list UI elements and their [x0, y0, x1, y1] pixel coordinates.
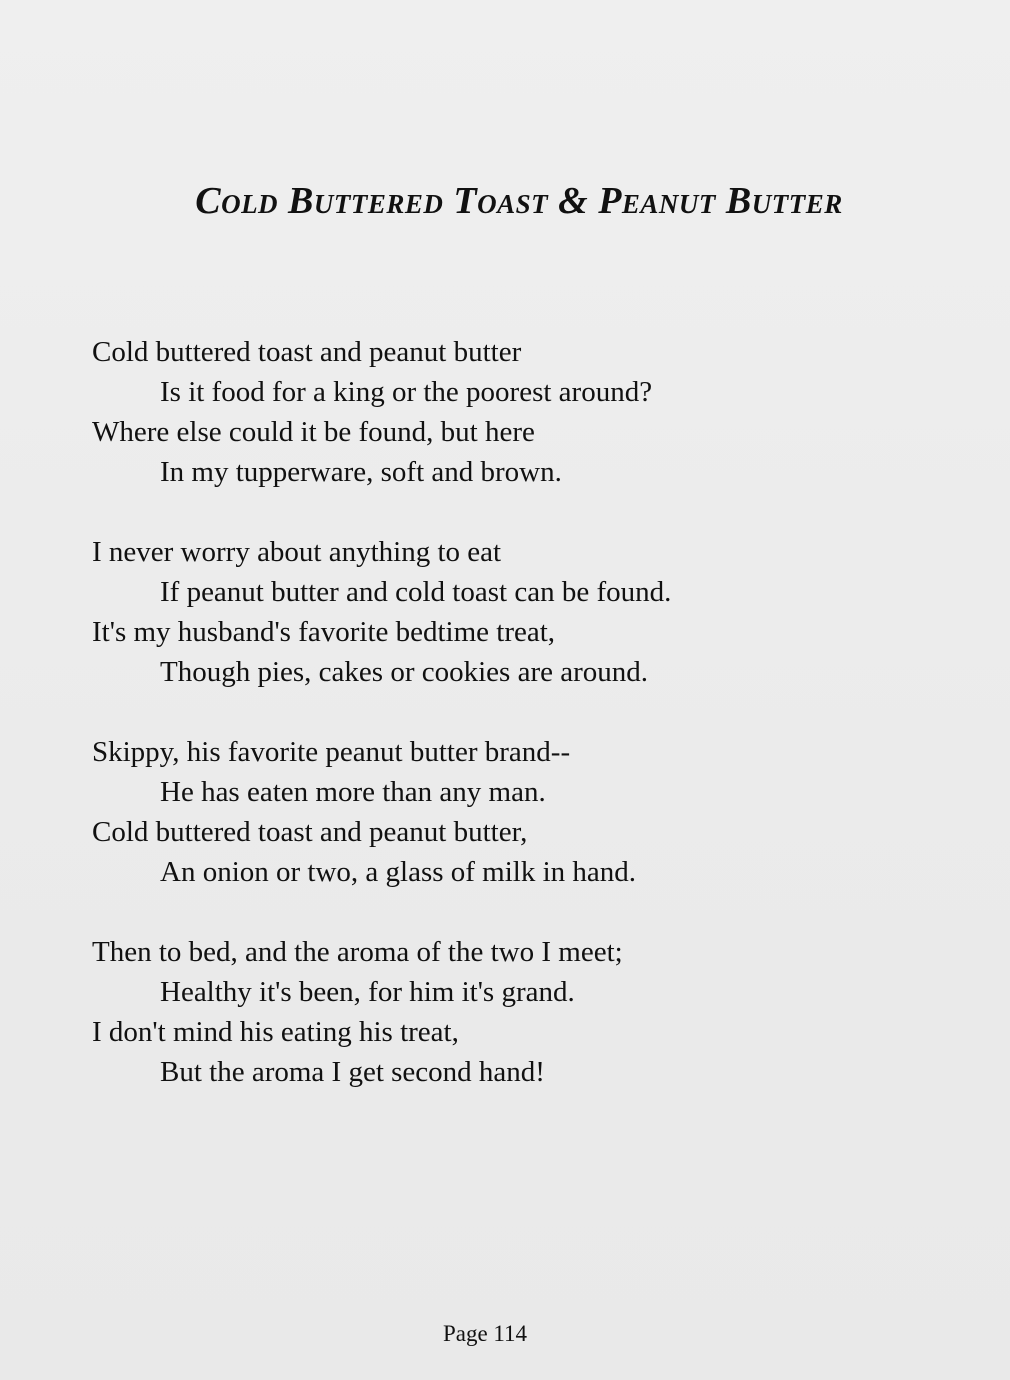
- poem-line: But the aroma I get second hand!: [160, 1056, 545, 1088]
- poem-line: Skippy, his favorite peanut butter brand--: [92, 736, 571, 768]
- poem-line: I don't mind his eating his treat,: [92, 1016, 459, 1048]
- stanza-2: [92, 532, 972, 692]
- poem-line: In my tupperware, soft and brown.: [160, 456, 562, 488]
- poem-body: [92, 332, 972, 1132]
- poem-line: Cold buttered toast and peanut butter: [92, 336, 522, 368]
- poem-line: I never worry about anything to eat: [92, 536, 502, 568]
- page-number: Page 114: [442, 1321, 528, 1346]
- stanza-4: [92, 932, 972, 1092]
- poem-line: It's my husband's favorite bedtime treat,: [92, 616, 556, 648]
- poem-line: Then to bed, and the aroma of the two I meet;: [92, 936, 623, 968]
- poem-line: He has eaten more than any man.: [160, 776, 546, 808]
- poem-line: Where else could it be found, but here: [92, 416, 535, 448]
- stanza-3: [92, 732, 972, 892]
- poem-title-text: Cold Buttered Toast & Peanut Butter: [195, 180, 843, 222]
- poem-line: Though pies, cakes or cookies are around.: [160, 656, 649, 688]
- poem-line: Cold buttered toast and peanut butter,: [92, 816, 528, 848]
- stanza-1: [92, 332, 972, 492]
- poem-title: [0, 178, 1010, 224]
- poem-line: Is it food for a king or the poorest around?: [160, 376, 653, 408]
- poem-line: Healthy it's been, for him it's grand.: [160, 976, 575, 1008]
- poem-line: If peanut butter and cold toast can be found.: [160, 576, 672, 608]
- poem-line: An onion or two, a glass of milk in hand.: [160, 856, 637, 888]
- page-footer: [0, 1319, 1010, 1349]
